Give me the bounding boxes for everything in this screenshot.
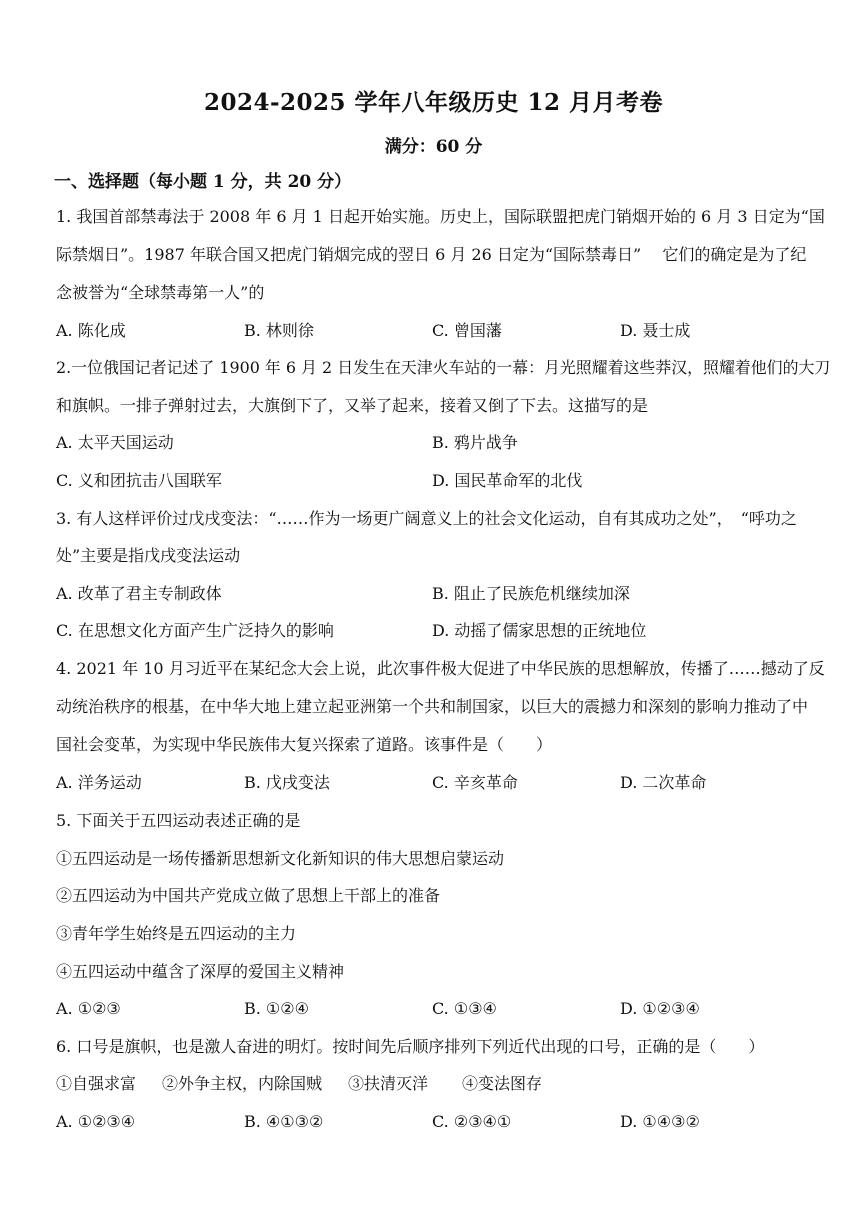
- question-3-option-b: B. 阻止了民族危机继续加深: [432, 584, 630, 603]
- question-1-option-b: B. 林则徐: [244, 321, 314, 340]
- question-1-option-a: A. 陈化成: [56, 321, 126, 340]
- question-6-option-d: D. ①④③②: [620, 1112, 700, 1131]
- question-4-option-d: D. 二次革命: [620, 773, 707, 792]
- question-4-option-c: C. 辛亥革命: [432, 773, 518, 792]
- question-6-item-1: ①自强求富: [56, 1074, 137, 1093]
- question-6-item-4: ④变法图存: [462, 1074, 543, 1093]
- question-6-option-b: B. ④①③②: [244, 1112, 324, 1131]
- question-2-option-d: D. 国民革命军的北伐: [432, 471, 583, 490]
- question-1-line-1: 1. 我国首部禁毒法于 2008 年 6 月 1 日起开始实施。历史上，国际联盟把虎门销烟开始的 6 月 3 日定为“国: [56, 207, 825, 226]
- section-heading: 一、选择题（每小题 1 分，共 20 分）: [54, 172, 352, 192]
- question-4-line-2: 动统治秩序的根基，在中华大地上建立起亚洲第一个共和制国家，以巨大的震撼力和深刻的影响力推动了中: [56, 697, 809, 716]
- question-5-statement-2: ②五四运动为中国共产党成立做了思想上干部上的准备: [56, 886, 441, 905]
- question-6-option-a: A. ①②③④: [56, 1112, 136, 1131]
- question-1-option-c: C. 曾国藩: [432, 321, 502, 340]
- question-2-line-1: 2.一位俄国记者记述了 1900 年 6 月 2 日发生在天津火车站的一幕：月光照耀着这些莽汉，照耀着他们的大刀: [56, 358, 831, 377]
- question-5-statement-3: ③青年学生始终是五四运动的主力: [56, 924, 297, 943]
- question-3-option-d: D. 动摇了儒家思想的正统地位: [432, 621, 647, 640]
- question-6-option-c: C. ②③④①: [432, 1112, 512, 1131]
- question-2-option-c: C. 义和团抗击八国联军: [56, 471, 222, 490]
- question-5-option-d: D. ①②③④: [620, 999, 700, 1018]
- question-5-option-b: B. ①②④: [244, 999, 309, 1018]
- question-4-option-a: A. 洋务运动: [56, 773, 142, 792]
- full-score: 满分：60 分: [384, 137, 483, 157]
- question-5-statement-4: ④五四运动中蕴含了深厚的爱国主义精神: [56, 962, 345, 981]
- question-3-option-a: A. 改革了君主专制政体: [56, 584, 222, 603]
- question-4-line-1: 4. 2021 年 10 月习近平在某纪念大会上说，此次事件极大促进了中华民族的思想解放，传播了……撼动了反: [56, 659, 825, 678]
- question-2-line-2: 和旗帜。一排子弹射过去，大旗倒下了，又举了起来，接着又倒了下去。这描写的是: [56, 396, 649, 415]
- exam-title: 2024-2025 学年八年级历史 12 月月考卷: [203, 89, 664, 116]
- question-3-line-2: 处”主要是指戊戌变法运动: [56, 546, 241, 565]
- question-5-option-a: A. ①②③: [56, 999, 121, 1018]
- question-5-option-c: C. ①③④: [432, 999, 497, 1018]
- question-5-statement-1: ①五四运动是一场传播新思想新文化新知识的伟大思想启蒙运动: [56, 849, 505, 868]
- question-5-line-1: 5. 下面关于五四运动表述正确的是: [56, 811, 301, 830]
- question-6-item-3: ③扶清灭洋: [348, 1074, 429, 1093]
- question-6-item-2: ②外争主权，内除国贼: [162, 1074, 323, 1093]
- question-4-line-3: 国社会变革，为实现中华民族伟大复兴探索了道路。该事件是（ ）: [56, 735, 553, 754]
- question-3-line-1: 3. 有人这样评价过戊戌变法：“……作为一场更广阔意义上的社会文化运动，自有其成功之处”， “呼功之: [56, 509, 797, 528]
- question-2-option-a: A. 太平天国运动: [56, 433, 174, 452]
- question-1-option-d: D. 聂士成: [620, 321, 691, 340]
- question-1-line-2: 际禁烟日”。1987 年联合国又把虎门销烟完成的翌日 6 月 26 日定为“国际禁毒日” 它们的确定是为了纪: [56, 245, 807, 264]
- question-6-line-1: 6. 口号是旗帜，也是激人奋进的明灯。按时间先后顺序排列下列近代出现的口号，正确的是（ ）: [56, 1037, 765, 1056]
- question-2-option-b: B. 鸦片战争: [432, 433, 518, 452]
- question-3-option-c: C. 在思想文化方面产生广泛持久的影响: [56, 621, 334, 640]
- question-4-option-b: B. 戊戌变法: [244, 773, 330, 792]
- question-1-line-3: 念被誉为“全球禁毒第一人”的: [56, 283, 265, 302]
